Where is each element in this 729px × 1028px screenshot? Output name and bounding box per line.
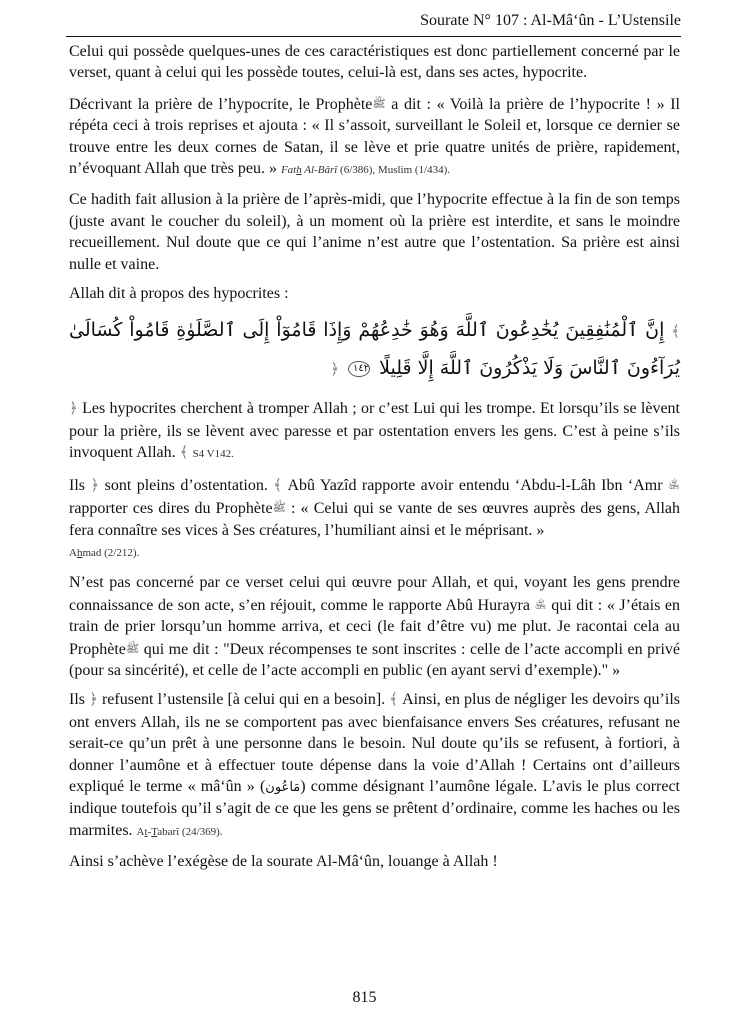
- paragraph-conclusion: Ainsi s’achève l’exégèse de la sourate Al-Mâ‘ûn, louange à Allah !: [69, 853, 498, 871]
- paragraph-not-concerned: N’est pas concerné par ce verset celui qui œuvre pour Allah, et qui, voyant les gens prendre connaissance de son acte, s’en réjouit, comme le rapporte Abû Hurayra ﵁ qui dit : « J’étais en train de prier lorsqu’un homme arriva, et ceci (le fait d’être vu) me plut. Je racontai cela au Prophèteﷺ qui me dit : "Deux récompenses te sont inscrites : celle de l’acte accompli en privé (pour sa sincérité), et celle de l’acte accompli en public (en ayant servi d’exemple)." »: [69, 574, 681, 679]
- reference-muslim: (6/386), Muslim (1/434).: [337, 164, 451, 177]
- ornate-bracket-close-icon: ﴿: [330, 360, 340, 379]
- ornate-bracket-close-icon: ﴾: [273, 477, 283, 494]
- page-body: [69, 41, 680, 881]
- ornate-bracket-open-icon: ﴿: [89, 692, 98, 709]
- paragraph-verse-translation: ﴿ Les hypocrites cherchent à tromper Allah ; or c’est Lui qui les trompe. Et lorsqu’ils se lèvent pour la prière, ils se lèvent avec paresse et par ostentation envers les gens. C’est à peine s’ils invoquent Allah. ﴾ S4 V142.: [69, 400, 680, 462]
- ornate-bracket-close-icon: ﴾: [179, 445, 189, 462]
- paragraph-partial-concern: Celui qui possède quelques-unes de ces caractéristiques est donc partiellement concerné par le verset, quant à celui qui les possède toutes, celui-là est, dans ses actes, hypocrite.: [69, 43, 680, 82]
- quran-verse-arabic: [69, 312, 680, 388]
- salawat-honorific-icon: ﷺ: [125, 641, 140, 655]
- reference-s4-v142: S4 V142.: [192, 448, 234, 461]
- ornate-bracket-open-icon: ﴾: [671, 322, 680, 341]
- radiya-honorific-icon: ﵁: [667, 477, 681, 491]
- quran-verse-text: إِنَّ ٱلْمُنَٰفِقِينَ يُخَٰدِعُونَ ٱللَّهَ وَهُوَ خَٰدِعُهُمْ وَإِذَا قَامُوٓاْ إِلَى ٱلصَّلَوٰةِ قَامُواْ كُسَالَىٰ يُرَآءُونَ ٱلنَّاسَ وَلَا يَذْكُرُونَ ٱللَّهَ إِلَّا قَلِيلًا: [69, 319, 680, 380]
- ornate-bracket-open-icon: ﴿: [90, 477, 100, 494]
- ornate-bracket-close-icon: ﴾: [389, 692, 399, 709]
- paragraph-refuse-utensil: Ils ﴿ refusent l’ustensile [à celui qui en a besoin]. ﴾ Ainsi, en plus de négliger les devoirs qu’ils ont envers Allah, ils ne se comportent pas avec bienfaisance envers Ses créatures, refusant ne serait-ce qu’un prêt à une personne dans le besoin. Nul doute qu’ils se refusent, à fortiori, à donner l’aumône et à effectuer toute dépense dans la voie d’Allah ! Certains ont d’ailleurs expliqué le terme « mâ‘ûn » (مَاعُون) comme désignant l’aumône légale. L’avis le plus correct indique toutefois qu’il s’agit de ce que les gens se prêtent d’ordinaire, comme les haches ou les marmites. At-Tabarî (24/369).: [69, 691, 681, 839]
- paragraph-allah-says: Allah dit à propos des hypocrites :: [69, 285, 289, 303]
- arabic-term-maun: مَاعُون: [265, 779, 301, 795]
- page-number: 815: [352, 989, 377, 1006]
- running-title: Sourate N° 107 : Al-Mâ‘ûn - L’Ustensile: [420, 12, 681, 29]
- salawat-honorific-icon: ﷺ: [272, 501, 286, 515]
- paragraph-afternoon-prayer: Ce hadith fait allusion à la prière de l’après-midi, que l’hypocrite effectue à la fin de son temps (juste avant le coucher du soleil), à un moment où la prière est interdite, et sans le moindre recueillement. Nul doute que ce qui l’anime n’est autre que l’ostentation. Sa prière est ainsi nulle et vaine.: [69, 191, 680, 273]
- verse-number-badge: ١٤٢: [348, 361, 370, 377]
- reference-fath-al-bari: Fath Al-Bârî: [280, 164, 338, 177]
- reference-at-tabari: At-Tabarî (24/369).: [136, 825, 223, 838]
- running-header: [66, 10, 681, 37]
- reference-ahmad: Ahmad (2/212).: [69, 546, 140, 559]
- salawat-honorific-icon: ﷺ: [372, 96, 386, 110]
- paragraph-hypocrite-prayer-hadith: Décrivant la prière de l’hypocrite, le Prophèteﷺ a dit : « Voilà la prière de l’hypocrite ! » Il répéta ceci à trois reprises et ajouta : « Il s’assoit, surveillant le Soleil et, lorsque ce dernier se trouve entre les deux cornes de Satan, il se lève et prie quatre unités de prière, rapidement, n’évoquant Allah que très peu. » Fath Al-Bârî (6/386), Muslim (1/434).: [69, 95, 680, 178]
- radiya-honorific-icon: ﵁: [534, 597, 547, 611]
- ornate-bracket-open-icon: ﴿: [69, 401, 78, 418]
- paragraph-ostentation: Ils ﴿ sont pleins d’ostentation. ﴾ Abû Yazîd rapporte avoir entendu ‘Abdu-l-Lâh Ibn ‘Amr ﵁ rapporter ces dires du Prophèteﷺ : « Celui qui se vante de ses œuvres auprès des gens, Allah fera connaître ses vices à Ses créatures, l’humiliant ainsi et le méprisant. » Ahmad (2/212).: [69, 476, 681, 559]
